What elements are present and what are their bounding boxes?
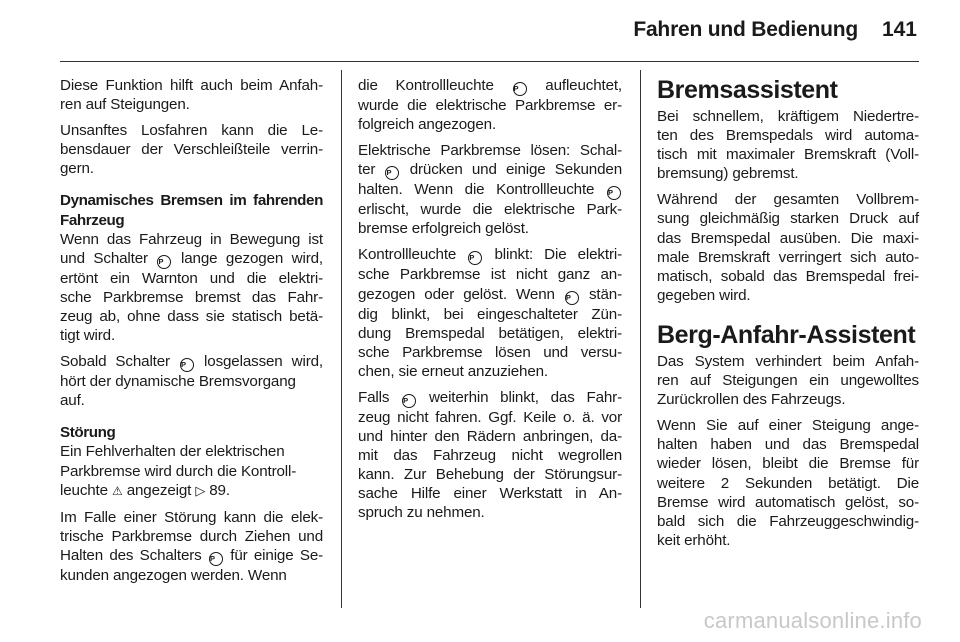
left-column bbox=[60, 76, 323, 592]
section-heading: Berg-Anfahr-Assistent bbox=[657, 320, 916, 349]
warning-icon: ⚠ bbox=[112, 483, 123, 498]
paragraph: Sobald Schalter P losgelassen wird, hört der dynamische Bremsvorgang auf. bbox=[60, 353, 323, 410]
column-divider bbox=[640, 70, 641, 608]
paragraph: Ein Fehlverhalten der elektrischen Parkbremse wird durch die Kontroll- leuchte ⚠ angezeigt ▷ 89. bbox=[60, 442, 323, 500]
paragraph: Während der gesamten Vollbrem- sung gleichmäßig starken Druck auf das Bremspedal ausüben. Die maxi- male Bremskraft verringert sich auto- matisch, sobald das Bremspedal frei- gegeben wird. bbox=[657, 191, 919, 304]
column-divider bbox=[341, 70, 342, 608]
subheading: Dynamisches Bremsen im fahrenden Fahrzeug bbox=[60, 192, 323, 229]
parking-brake-icon: P bbox=[565, 291, 579, 305]
paragraph: die Kontrollleuchte P aufleuchtet, wurde die elektrische Parkbremse er- folgreich angezogen. bbox=[358, 77, 623, 134]
section-heading: Bremsassistent bbox=[657, 76, 838, 104]
parking-brake-icon: P bbox=[157, 255, 171, 269]
paragraph: Bei schnellem, kräftigem Niedertre- ten des Bremspedals wird automa- tisch mit maximaler Bremskraft (Voll- bremsung) gebremst. bbox=[657, 108, 919, 183]
subheading: Störung bbox=[60, 424, 116, 442]
parking-brake-icon: P bbox=[607, 186, 621, 200]
reference-arrow-icon: ▷ bbox=[195, 482, 206, 498]
middle-column bbox=[358, 76, 622, 530]
paragraph: Wenn Sie auf einer Steigung ange- halten haben und das Bremspedal wieder lösen, bleibt die Bremse für weitere 2 Sekunden betätigt. Die Bremse wird automatisch gelöst, so- bald sich die Fahrzeuggeschwindig- keit erhöht. bbox=[657, 417, 919, 549]
page-number: 141 bbox=[881, 18, 917, 41]
parking-brake-icon: P bbox=[402, 394, 416, 408]
header-divider bbox=[60, 61, 919, 62]
watermark: carmanualsonline.info bbox=[703, 608, 922, 633]
paragraph: Wenn das Fahrzeug in Bewegung ist und Schalter P lange gezogen wird, ertönt ein Warnton und die elektri- sche Parkbremse bremst das Fahr- zeug ab, ohne dass sie statisch betä- tigt wird. bbox=[60, 230, 323, 345]
parking-brake-icon: P bbox=[513, 82, 527, 96]
parking-brake-icon: P bbox=[209, 552, 223, 566]
paragraph: Falls P weiterhin blinkt, das Fahr- zeug nicht fahren. Ggf. Keile o. ä. vor und hinter den Rädern anbringen, da- mit das Fahrzeug nicht wegrollen kann. Zur Behebung der Störungsur- sache Hilfe einer Werkstatt in An- spruch zu nehmen. bbox=[358, 388, 622, 522]
paragraph: Kontrollleuchte P blinkt: Die elektri- sche Parkbremse ist nicht ganz an- gezogen oder gelöst. Wenn P stän- dig blinkt, bei eingeschalteter Zün- dung Bremspedal betätigen, elektri- sche Parkbremse lösen und versu- chen, sie erneut anzuziehen. bbox=[358, 246, 622, 380]
page-title: Fahren und Bedienung bbox=[633, 18, 858, 41]
parking-brake-icon: P bbox=[468, 251, 482, 265]
paragraph: Das System verhindert beim Anfah- ren auf Steigungen ein ungewolltes Zurückrollen des Fahrzeugs. bbox=[657, 352, 919, 409]
paragraph: Unsanftes Losfahren kann die Le- bensdauer der Verschleißteile verrin- gern. bbox=[60, 122, 323, 178]
parking-brake-icon: P bbox=[385, 166, 399, 180]
paragraph: Im Falle einer Störung kann die elek- trische Parkbremse durch Ziehen und Halten des Schalters P für einige Se- kunden angezogen werden. Wenn bbox=[60, 508, 324, 584]
right-column bbox=[657, 76, 919, 557]
parking-brake-icon: P bbox=[180, 358, 194, 372]
paragraph: Diese Funktion hilft auch beim Anfah- ren auf Steigungen. bbox=[60, 77, 323, 114]
paragraph: Elektrische Parkbremse lösen: Schal- ter P drücken und einige Sekunden halten. Wenn die Kontrollleuchte P erlischt, wurde die elektrische Park- bremse erfolgreich gelöst. bbox=[358, 142, 622, 238]
